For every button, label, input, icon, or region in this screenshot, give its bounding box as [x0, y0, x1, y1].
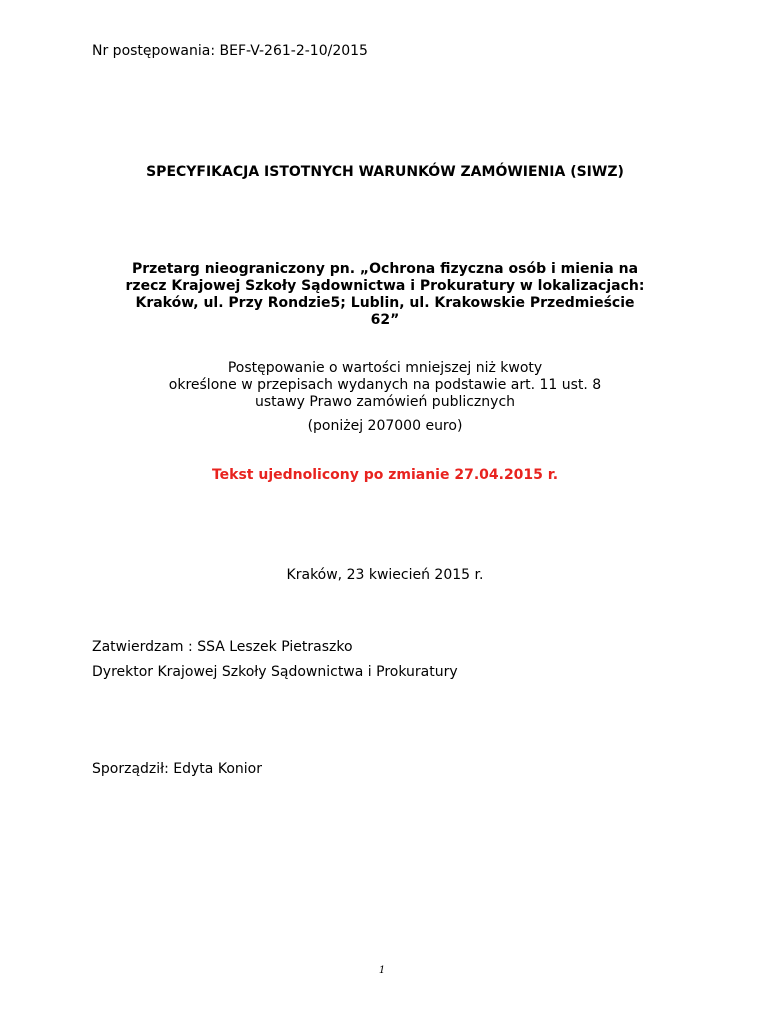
tender-title-line: Przetarg nieograniczony pn. „Ochrona fizyczna osób i mienia na — [131, 261, 639, 277]
document-title: SPECYFIKACJA ISTOTNYCH WARUNKÓW ZAMÓWIENIA (SIWZ) — [146, 164, 624, 180]
place-date: Kraków, 23 kwiecień 2015 r. — [286, 567, 484, 583]
page-number: 1 — [378, 965, 386, 976]
prepared-by: Sporządził: Edyta Konior — [92, 761, 262, 777]
procedure-line: Postępowanie o wartości mniejszej niż kwoty — [227, 360, 543, 376]
consolidated-text-notice: Tekst ujednolicony po zmianie 27.04.2015 r. — [211, 467, 559, 483]
value-threshold: (poniżej 207000 euro) — [307, 418, 463, 434]
tender-title-line: rzecz Krajowej Szkoły Sądownictwa i Prokuratury w lokalizacjach: — [125, 278, 645, 294]
procedure-line: określone w przepisach wydanych na podstawie art. 11 ust. 8 — [168, 377, 602, 393]
approver-role: Dyrektor Krajowej Szkoły Sądownictwa i Prokuratury — [92, 664, 458, 680]
tender-title-line: Kraków, ul. Przy Rondzie5; Lublin, ul. Krakowskie Przedmieście — [135, 295, 635, 311]
tender-title-line: 62” — [370, 312, 400, 328]
case-number: Nr postępowania: BEF-V-261-2-10/2015 — [92, 43, 368, 59]
procedure-line: ustawy Prawo zamówień publicznych — [254, 394, 516, 410]
approval-line: Zatwierdzam : SSA Leszek Pietraszko — [92, 639, 353, 655]
